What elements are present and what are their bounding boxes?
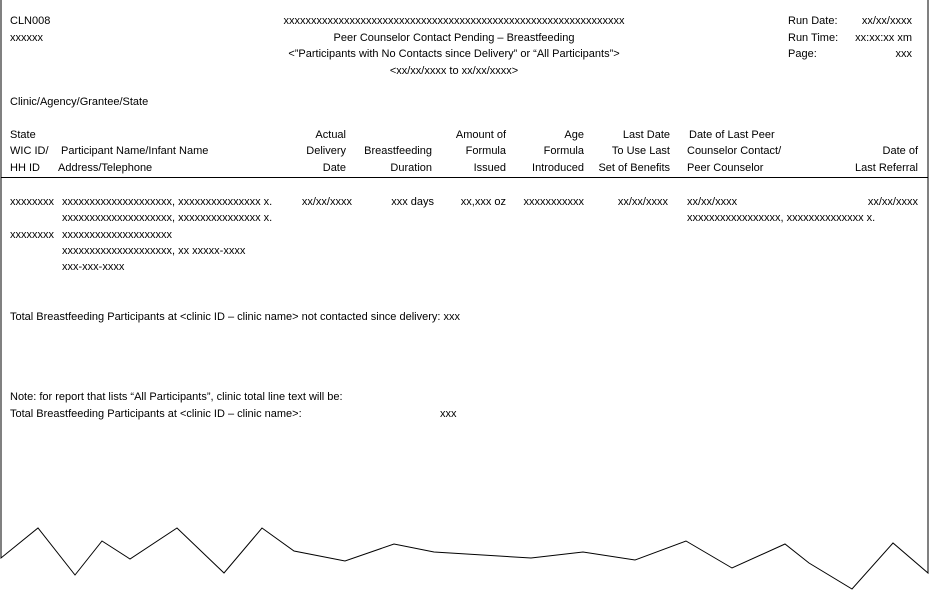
report-title: Peer Counselor Contact Pending – Breastfeeding bbox=[333, 32, 575, 44]
participant-name-value: xxxxxxxxxxxxxxxxxxxx, xxxxxxxxxxxxxxx x. bbox=[62, 196, 273, 208]
col-last-date: Last Date bbox=[622, 129, 670, 141]
bf-duration-value: xxx days bbox=[391, 196, 434, 208]
col-amount-of: Amount of bbox=[455, 129, 506, 141]
col-last-referral: Last Referral bbox=[855, 162, 918, 174]
report-sub-id: xxxxxx bbox=[10, 32, 43, 44]
note-line-2: Total Breastfeeding Participants at <clinic ID – clinic name>: bbox=[10, 408, 302, 420]
page-value: xxx bbox=[895, 48, 912, 60]
last-contact-date-value: xx/xx/xxxx bbox=[687, 196, 738, 208]
report-subtitle: <”Participants with No Contacts since Delivery” or “All Participants”> bbox=[288, 48, 620, 60]
col-formula: Formula bbox=[465, 145, 506, 157]
delivery-date-value: xx/xx/xxxx bbox=[301, 196, 352, 208]
col-date-of: Date of bbox=[882, 145, 918, 157]
col-breastfeeding: Breastfeeding bbox=[364, 145, 432, 157]
col-introduced: Introduced bbox=[532, 162, 584, 174]
peer-counselor-value: xxxxxxxxxxxxxxxxx, xxxxxxxxxxxxxx x. bbox=[687, 212, 876, 224]
run-date-label: Run Date: bbox=[788, 15, 838, 27]
infant-name-value: xxxxxxxxxxxxxxxxxxxx, xxxxxxxxxxxxxxx x. bbox=[62, 212, 273, 224]
col-participant-name: Participant Name/Infant Name bbox=[61, 145, 209, 157]
note-line-2-value: xxx bbox=[440, 408, 457, 420]
col-duration: Duration bbox=[390, 162, 432, 174]
telephone-value: xxx-xxx-xxxx bbox=[62, 261, 125, 273]
col-wic-id: WIC ID/ bbox=[10, 145, 49, 157]
col-peer-counselor: Peer Counselor bbox=[687, 162, 764, 174]
col-issued: Issued bbox=[473, 162, 506, 174]
last-benefit-date-value: xx/xx/xxxx bbox=[617, 196, 668, 208]
hh-id-value: xxxxxxxx bbox=[10, 229, 54, 241]
report-date-range: <xx/xx/xxxx to xx/xx/xxxx> bbox=[389, 65, 519, 77]
col-age: Age bbox=[564, 129, 584, 141]
formula-amount-value: xx,xxx oz bbox=[460, 196, 506, 208]
wic-id-value: xxxxxxxx bbox=[10, 196, 54, 208]
col-actual: Actual bbox=[315, 129, 346, 141]
col-delivery: Delivery bbox=[306, 145, 346, 157]
address-line-1: xxxxxxxxxxxxxxxxxxxx bbox=[62, 229, 172, 241]
col-to-use-last: To Use Last bbox=[611, 145, 670, 157]
col-age-formula: Formula bbox=[543, 145, 584, 157]
address-line-2: xxxxxxxxxxxxxxxxxxxx, xx xxxxx-xxxx bbox=[62, 245, 246, 257]
note-line-1: Note: for report that lists “All Participants”, clinic total line text will be: bbox=[10, 391, 343, 403]
col-set-of-benefits: Set of Benefits bbox=[598, 162, 670, 174]
run-time-value: xx:xx:xx xm bbox=[855, 32, 912, 44]
col-state: State bbox=[10, 129, 36, 141]
col-date-last-peer: Date of Last Peer bbox=[689, 129, 775, 141]
agency-placeholder: xxxxxxxxxxxxxxxxxxxxxxxxxxxxxxxxxxxxxxxxxxxxxxxxxxxxxxxxxxxxxx bbox=[283, 15, 625, 27]
page-label: Page: bbox=[788, 48, 817, 60]
col-address: Address/Telephone bbox=[58, 162, 153, 174]
age-formula-value: xxxxxxxxxxx bbox=[523, 196, 584, 208]
run-time-label: Run Time: bbox=[788, 32, 839, 44]
clinic-total-line: Total Breastfeeding Participants at <clinic ID – clinic name> not contacted since delivery: xxx bbox=[10, 311, 461, 323]
run-date-value: xx/xx/xxxx bbox=[861, 15, 912, 27]
col-date: Date bbox=[322, 162, 346, 174]
last-referral-value: xx/xx/xxxx bbox=[867, 196, 918, 208]
col-hh-id: HH ID bbox=[10, 162, 40, 174]
col-counselor-contact: Counselor Contact/ bbox=[687, 145, 782, 157]
report-id: CLN008 bbox=[10, 15, 51, 27]
clinic-line: Clinic/Agency/Grantee/State bbox=[10, 96, 149, 108]
